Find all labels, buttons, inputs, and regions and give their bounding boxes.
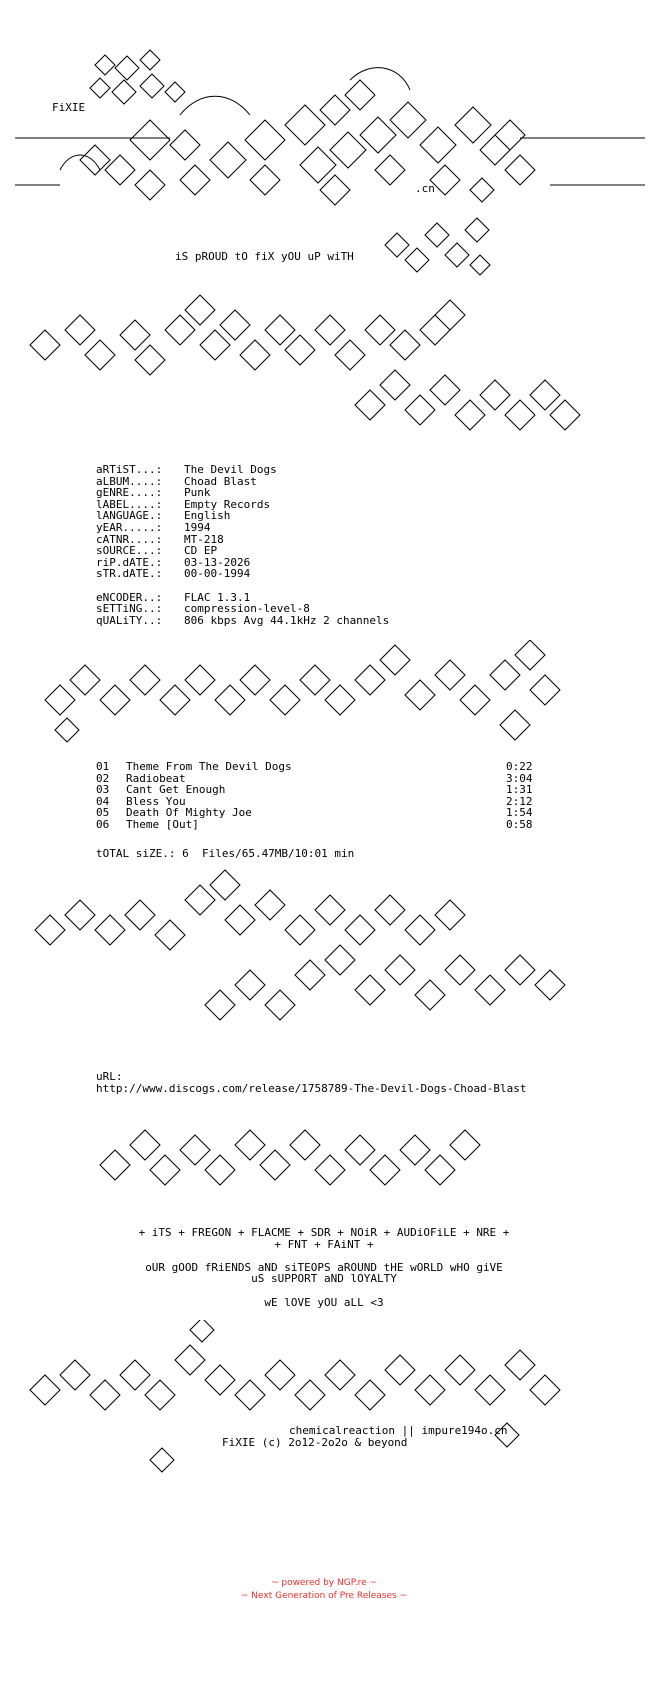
tagline: iS pROUD tO fiX yOU uP wiTH bbox=[175, 250, 354, 263]
info-key: sETTiNG..: bbox=[96, 602, 163, 616]
track-time: 3:04 bbox=[506, 771, 533, 785]
info-row bbox=[96, 464, 389, 476]
track-time: 0:58 bbox=[506, 817, 533, 831]
tagline-art bbox=[375, 205, 505, 285]
tracklist-title-art bbox=[40, 640, 600, 760]
group-name: FiXIE bbox=[52, 101, 86, 114]
track-title: Theme [Out] bbox=[126, 817, 199, 831]
track-row bbox=[96, 761, 533, 773]
credits-copyright: FiXIE (c) 2o12-2o2o & beyond bbox=[222, 1436, 408, 1449]
track-title: Cant Get Enough bbox=[126, 783, 226, 797]
info-value: MT-218 bbox=[184, 532, 224, 546]
info-value: 00-00-1994 bbox=[184, 567, 251, 581]
track-time: 1:54 bbox=[506, 806, 533, 820]
track-number: 04 bbox=[96, 794, 110, 808]
notes-title-art bbox=[25, 860, 595, 1050]
credits-site: chemicalreaction || impure194o.cn bbox=[289, 1424, 508, 1437]
info-value: English bbox=[184, 509, 231, 523]
info-value: compression-level-8 bbox=[184, 602, 310, 616]
track-number: 05 bbox=[96, 806, 110, 820]
url-block bbox=[96, 1071, 526, 1094]
track-number: 03 bbox=[96, 783, 110, 797]
info-row bbox=[96, 568, 389, 580]
info-key: gENRE....: bbox=[96, 486, 163, 500]
greets-title-art bbox=[90, 1115, 490, 1210]
track-time: 2:12 bbox=[506, 794, 533, 808]
track-title: Theme From The Devil Dogs bbox=[126, 760, 292, 773]
track-title: Radiobeat bbox=[126, 771, 186, 785]
track-number: 06 bbox=[96, 817, 110, 831]
info-value: Punk bbox=[184, 486, 211, 500]
track-row bbox=[96, 819, 533, 831]
info-key: yEAR.....: bbox=[96, 520, 163, 534]
info-row bbox=[96, 615, 389, 627]
track-number: 01 bbox=[96, 760, 110, 773]
info-value: 806 kbps Avg 44.1kHz 2 channels bbox=[184, 613, 390, 627]
track-number: 02 bbox=[96, 771, 110, 785]
bottom-logo-art bbox=[25, 1320, 585, 1490]
info-key: aLBUM....: bbox=[96, 474, 163, 488]
info-key: eNCODER..: bbox=[96, 590, 163, 604]
track-title: Death Of Mighty Joe bbox=[126, 806, 252, 820]
info-key: qUALiTY..: bbox=[96, 613, 163, 627]
footer-powered-by: ~ powered by NGP.re ~ bbox=[270, 1578, 378, 1588]
info-value: The Devil Dogs bbox=[184, 463, 277, 476]
info-key: riP.dATE.: bbox=[96, 555, 163, 569]
info-value: FLAC 1.3.1 bbox=[184, 590, 251, 604]
site-suffix: .cn bbox=[415, 182, 435, 195]
info-value: Empty Records bbox=[184, 497, 271, 511]
info-key: lANGUAGE.: bbox=[96, 509, 163, 523]
total-size: tOTAL siZE.: 6 Files/65.47MB/10:01 min bbox=[96, 847, 355, 861]
track-time: 0:22 bbox=[506, 760, 533, 773]
info-row bbox=[96, 545, 389, 557]
info-key: sOURCE...: bbox=[96, 544, 163, 558]
track-time: 1:31 bbox=[506, 783, 533, 797]
url-label: uRL: bbox=[96, 1070, 123, 1083]
info-value: Choad Blast bbox=[184, 474, 257, 488]
tracklist bbox=[96, 761, 533, 861]
info-title-art bbox=[25, 285, 605, 455]
footer bbox=[0, 1577, 648, 1603]
info-value: 1994 bbox=[184, 520, 211, 534]
info-key: aRTiST...: bbox=[96, 463, 163, 476]
info-key: sTR.dATE.: bbox=[96, 567, 163, 581]
url-link[interactable]: http://www.discogs.com/release/1758789-The-Devil-Dogs-Choad-Blast bbox=[96, 1081, 527, 1095]
info-key: lABEL....: bbox=[96, 497, 163, 511]
info-value: CD EP bbox=[184, 544, 218, 558]
info-row bbox=[96, 522, 389, 534]
greets: + iTS + FREGON + FLACME + SDR + NOiR + AUDiOFiLE + NRE + + FNT + FAiNT + oUR gOOD fRiENDS aND siTEOPS aROUND tHE wORLD wHO giVE uS sUPPORT aND lOYALTY wE lOVE yOU aLL <3 bbox=[138, 1226, 510, 1309]
release-info bbox=[96, 464, 389, 626]
info-value: 03-13-2026 bbox=[184, 555, 251, 569]
track-title: Bless You bbox=[126, 794, 186, 808]
info-key: cATNR....: bbox=[96, 532, 163, 546]
fixie-logo-art bbox=[0, 20, 648, 230]
footer-tagline: ~ Next Generation of Pre Releases ~ bbox=[240, 1591, 408, 1601]
info-row bbox=[96, 603, 389, 615]
